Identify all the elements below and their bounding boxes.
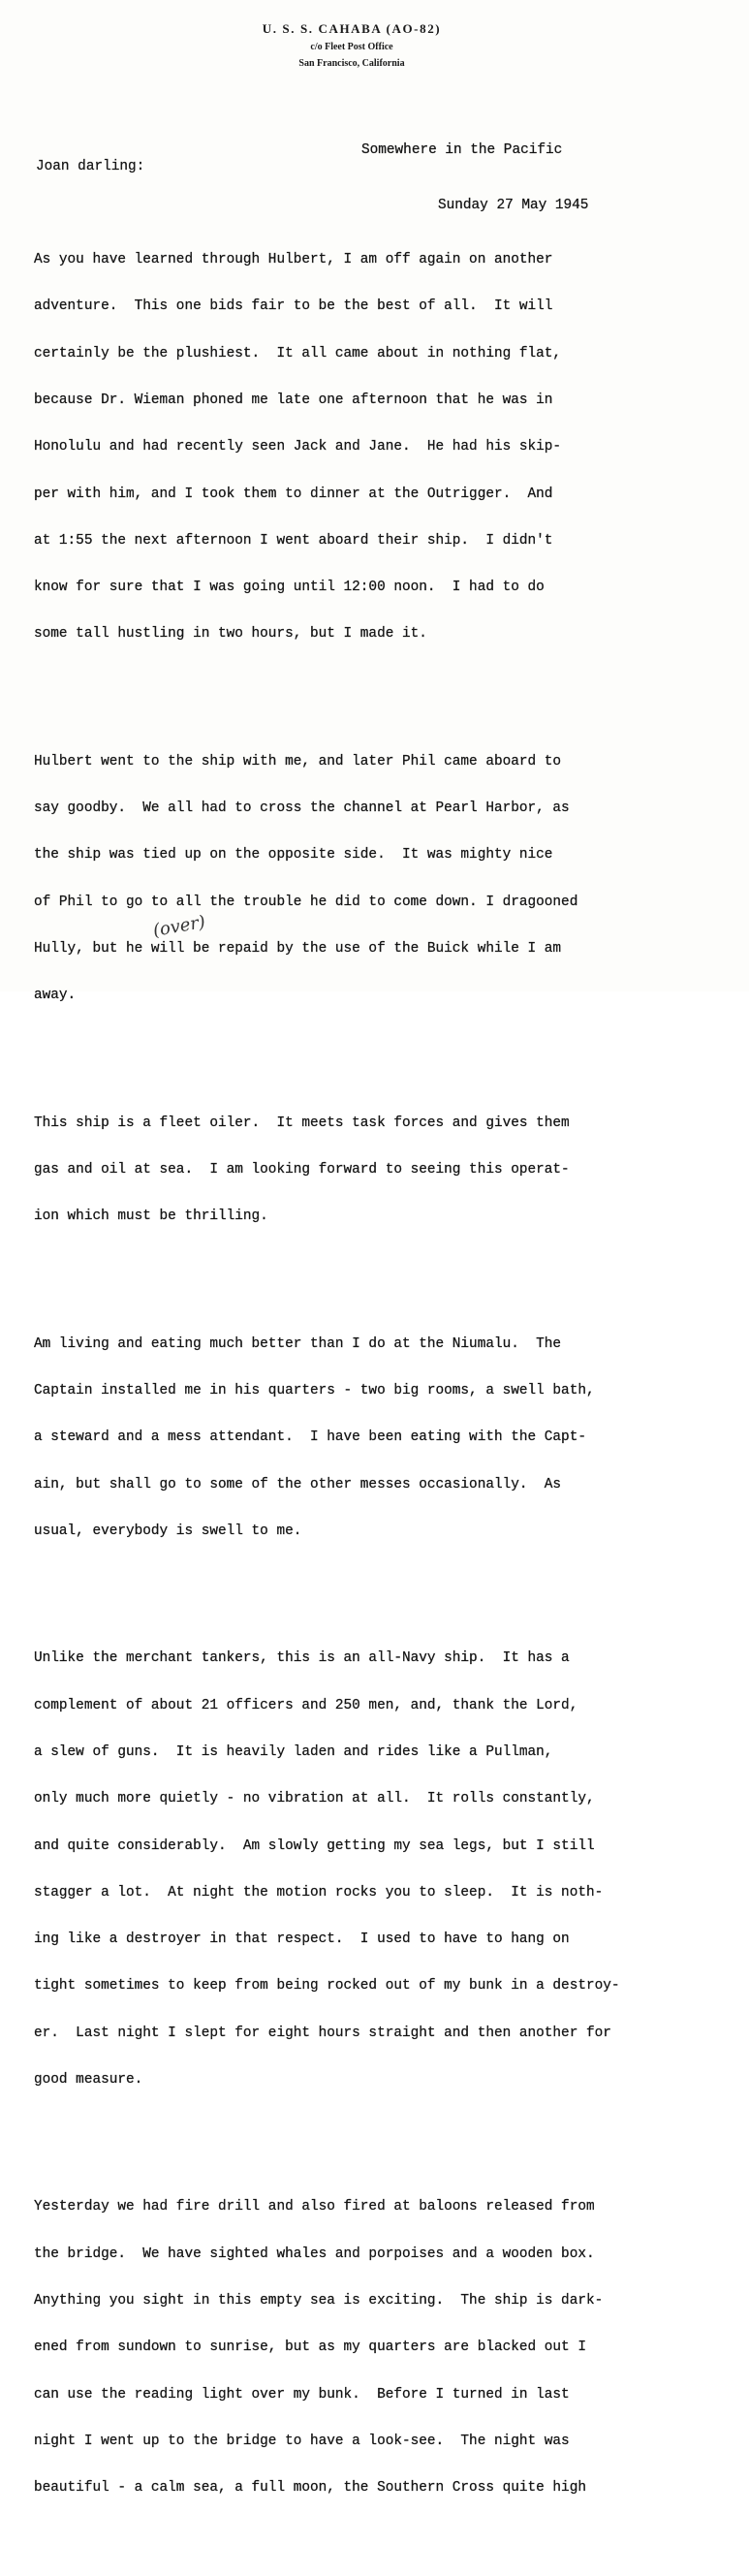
paragraph xyxy=(34,2168,722,2527)
text-line: a slew of guns. It is heavily laden and rides like a Pullman, xyxy=(34,1744,553,1760)
text-line: complement of about 21 officers and 250 men, and, thank the Lord, xyxy=(34,1697,578,1713)
letterhead-post-office: c/o Fleet Post Office xyxy=(310,42,393,52)
text-line: As you have learned through Hulbert, I am off again on another xyxy=(34,252,553,268)
text-line: the bridge. We have sighted whales and porpoises and a wooden box. xyxy=(34,2246,595,2262)
dateline-place: Somewhere in the Pacific xyxy=(361,142,563,158)
text-line: gas and oil at sea. I am looking forward to seeing this operat- xyxy=(34,1162,570,1178)
text-line: good measure. xyxy=(34,2071,143,2088)
paragraph xyxy=(34,1305,722,1571)
text-line: This ship is a fleet oiler. It meets task forces and gives them xyxy=(34,1115,570,1131)
paragraph xyxy=(34,1084,722,1256)
dateline-date: Sunday 27 May 1945 xyxy=(438,198,589,213)
text-line: of Phil to go to all the trouble he did to come down. I dragooned xyxy=(34,894,578,910)
text-line: Captain installed me in his quarters - two big rooms, a swell bath, xyxy=(34,1383,595,1399)
text-line: Honolulu and had recently seen Jack and Jane. He had his skip- xyxy=(34,439,562,456)
text-line: ain, but shall go to some of the other messes occasionally. As xyxy=(34,1476,562,1492)
paragraph xyxy=(34,221,722,674)
text-line: certainly be the plushiest. It all came about in nothing flat, xyxy=(34,345,562,361)
text-line: know for sure that I was going until 12:00 noon. I had to do xyxy=(34,580,545,596)
text-line: usual, everybody is swell to me. xyxy=(34,1523,302,1539)
text-line: say goodby. We all had to cross the channel at Pearl Harbor, as xyxy=(34,801,570,817)
paragraph xyxy=(34,1619,722,2119)
letterhead-city: San Francisco, California xyxy=(298,58,405,69)
letterhead xyxy=(0,19,703,72)
text-line: ened from sundown to sunrise, but as my quarters are blacked out I xyxy=(34,2340,586,2356)
letterhead-ship-name: U. S. S. CAHABA (AO-82) xyxy=(262,21,442,36)
text-line: ion which must be thrilling. xyxy=(34,1209,268,1225)
text-line: beautiful - a calm sea, a full moon, the Southern Cross quite high xyxy=(34,2480,586,2497)
text-line: stagger a lot. At night the motion rocks you to sleep. It is noth- xyxy=(34,1884,604,1901)
text-line: the ship was tied up on the opposite side. It was mighty nice xyxy=(34,847,553,864)
text-line: a steward and a mess attendant. I have been eating with the Capt- xyxy=(34,1429,586,1446)
text-line: some tall hustling in two hours, but I made it. xyxy=(34,626,427,643)
text-line: Hulbert went to the ship with me, and later Phil came aboard to xyxy=(34,753,562,770)
text-line: Hully, but he will be repaid by the use of the Buick while I am xyxy=(34,941,562,958)
text-line: night I went up to the bridge to have a look-see. The night was xyxy=(34,2433,570,2449)
text-line: Unlike the merchant tankers, this is an all-Navy ship. It has a xyxy=(34,1650,570,1667)
text-line: ing like a destroyer in that respect. I used to have to hang on xyxy=(34,1932,570,1948)
text-line: away. xyxy=(34,988,77,1004)
salutation: Joan darling: xyxy=(36,159,145,174)
paragraph xyxy=(34,723,722,1035)
text-line: er. Last night I slept for eight hours straight and then another for xyxy=(34,2025,611,2041)
text-line: Am living and eating much better than I do at the Niumalu. The xyxy=(34,1335,562,1352)
text-line: adventure. This one bids fair to be the best of all. It will xyxy=(34,298,553,315)
text-line: because Dr. Wieman phoned me late one afternoon that he was in xyxy=(34,393,553,409)
handwritten-over-note: (over) xyxy=(151,911,207,941)
text-line: only much more quietly - no vibration at all. It rolls constantly, xyxy=(34,1791,595,1807)
text-line: and quite considerably. Am slowly getting my sea legs, but I still xyxy=(34,1838,595,1854)
text-line: at 1:55 the next afternoon I went aboard their ship. I didn't xyxy=(34,532,553,549)
text-line: Anything you sight in this empty sea is exciting. The ship is dark- xyxy=(34,2292,604,2309)
text-line: Yesterday we had fire drill and also fired at baloons released from xyxy=(34,2199,595,2215)
letter-body xyxy=(34,190,722,2576)
text-line: per with him, and I took them to dinner at the Outrigger. And xyxy=(34,486,553,502)
text-line: tight sometimes to keep from being rocked out of my bunk in a destroy- xyxy=(34,1978,620,1995)
text-line: can use the reading light over my bunk. Before I turned in last xyxy=(34,2386,570,2403)
